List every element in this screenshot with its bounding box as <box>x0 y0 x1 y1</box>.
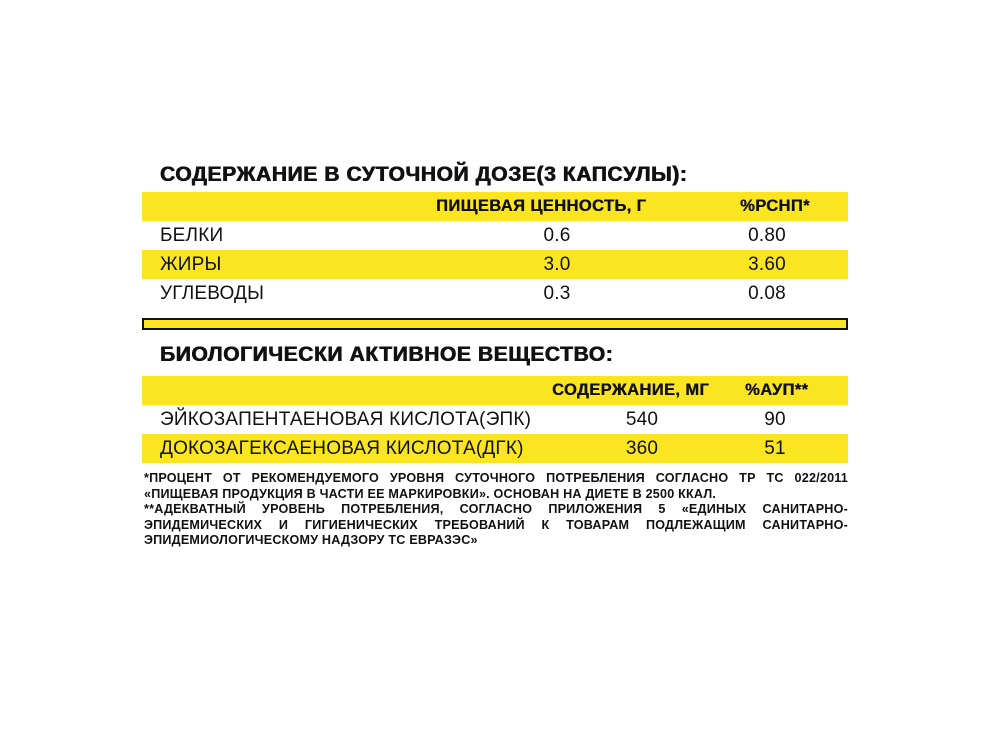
table-row <box>142 279 848 308</box>
active-substance-title: БИОЛОГИЧЕСКИ АКТИВНОЕ ВЕЩЕСТВО: <box>160 343 614 366</box>
footnote-rsnp: *ПРОЦЕНТ ОТ РЕКОМЕНДУЕМОГО УРОВНЯ СУТОЧНОГО ПОТРЕБЛЕНИЯ СОГЛАСНО ТР ТС 022/2011 «ПИЩЕВАЯ ПРОДУКЦИЯ В ЧАСТИ ЕЕ МАРКИРОВКИ». ОСНОВАН НА ДИЕТЕ В 2500 ККАЛ. <box>144 471 848 501</box>
row-percent: 51 <box>764 438 786 459</box>
row-value: 3.0 <box>543 254 571 275</box>
row-value: 0.3 <box>543 283 571 304</box>
section-divider <box>142 318 848 330</box>
row-label: БЕЛКИ <box>160 225 224 246</box>
row-label: ЭЙКОЗАПЕНТАЕНОВАЯ КИСЛОТА(ЭПК) <box>160 409 532 430</box>
header-nutritional-value: ПИЩЕВАЯ ЦЕННОСТЬ, Г <box>436 197 647 215</box>
header-rsnp-percent: %РСНП* <box>740 197 810 215</box>
header-aup-percent: %АУП** <box>745 381 809 399</box>
row-label: ЖИРЫ <box>160 254 222 275</box>
daily-dose-title: СОДЕРЖАНИЕ В СУТОЧНОЙ ДОЗЕ(3 КАПСУЛЫ): <box>160 163 688 186</box>
footnote-aup: **АДЕКВАТНЫЙ УРОВЕНЬ ПОТРЕБЛЕНИЯ, СОГЛАСНО ПРИЛОЖЕНИЯ 5 «ЕДИНЫХ САНИТАРНО-ЭПИДЕМИЧЕСКИХ И ГИГИЕНИЧЕСКИХ ТРЕБОВАНИЙ К ТОВАРАМ ПОДЛЕЖАЩИМ САНИТАРНО-ЭПИДЕМИОЛОГИЧЕСКОМУ НАДЗОРУ ТС ЕВРАЗЭС» <box>144 502 848 547</box>
row-value: 0.6 <box>543 225 571 246</box>
row-label: ДОКОЗАГЕКСАЕНОВАЯ КИСЛОТА(ДГК) <box>160 438 524 459</box>
table-row <box>142 434 848 463</box>
active-substance-table-header <box>142 376 848 405</box>
footnotes <box>142 471 848 549</box>
table-row <box>142 250 848 279</box>
nutrition-table <box>142 192 848 308</box>
row-percent: 3.60 <box>748 254 786 275</box>
nutrition-table-header <box>142 192 848 221</box>
row-value: 360 <box>625 438 659 459</box>
row-percent: 90 <box>764 409 786 430</box>
table-row <box>142 221 848 250</box>
row-percent: 0.08 <box>748 283 786 304</box>
header-content-mg: СОДЕРЖАНИЕ, МГ <box>552 381 710 399</box>
row-value: 540 <box>625 409 659 430</box>
table-row <box>142 405 848 434</box>
active-substance-table <box>142 376 848 463</box>
nutrition-panel <box>142 158 848 549</box>
row-label: УГЛЕВОДЫ <box>160 283 265 304</box>
row-percent: 0.80 <box>748 225 786 246</box>
